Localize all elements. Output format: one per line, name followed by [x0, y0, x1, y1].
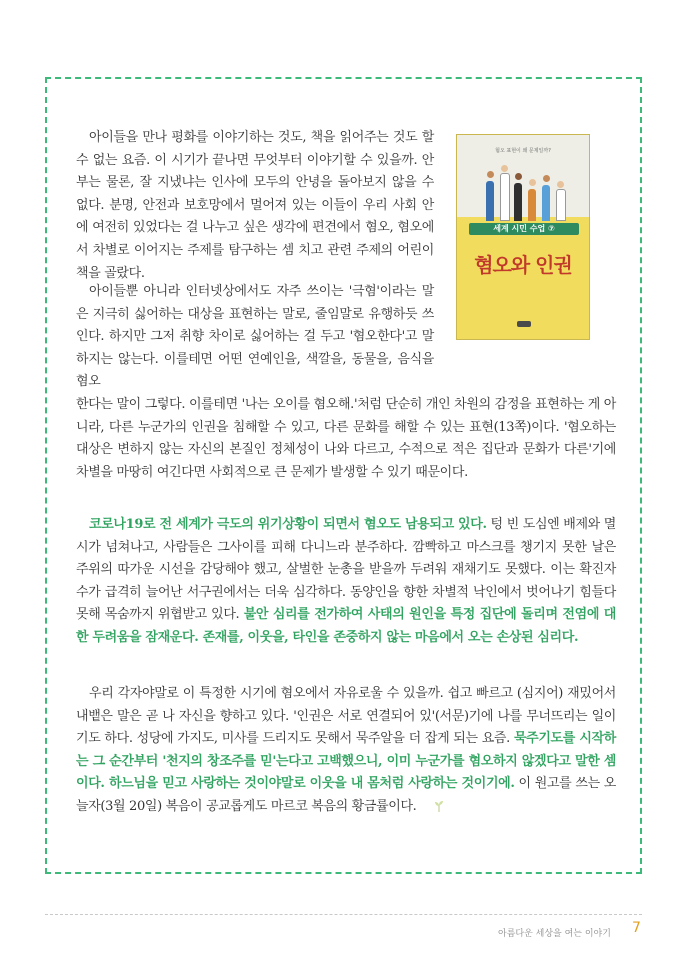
- publisher-logo: [517, 321, 531, 327]
- paragraph-2: 아이들뿐 아니라 인터넷상에서도 자주 쓰이는 '극혐'이라는 말은 지극히 싫어하는 대상을 표현하는 말로, 줄임말로 유행하듯 쓰인다. 하지만 그저 취향 차이로 싫어하는 걸 두고 '혐오한다'고 말하지는 않는다. 이를테면 어떤 연예인을, 색깔을, 동물을, 음식을 혐오: [76, 284, 434, 390]
- paragraph-4: [76, 683, 616, 819]
- body-text: 텅 빈 도심엔 배제와 멸시가 넘쳐나고, 사람들은 그사이를 피해 다니느라 분주하다. 깜빡하고 마스크를 챙기지 못한 날은 주위의 따가운 시선을 감당해야 했고, 살벌한 눈총을 받을까 두려워 재채기도 못했다. 이는 확진자 수가 급격히 늘어난 서구권에서는 더욱 심각하다. 동양인을 향한 차별적 낙인에서 벗어나기 힘들다 못해 목숨까지 위협받고 있다.: [76, 517, 616, 623]
- body-text: 우리 각자야말로 이 특정한 시기에 혐오에서 자유로울 수 있을까. 쉽고 빠르고 (심지어) 재밌어서 내뱉은 말은 곧 나 자신을 향하고 있다. '인권은 서로 연결되어 있'(서문)기에 나를 무너뜨리는 일이기도 하다. 성당에 가지도, 미사를 드리지도 못해서 묵주알을 더 잡게 되는 요즘.: [76, 686, 616, 747]
- footer-title: 아름다운 세상을 여는 이야기: [498, 929, 611, 939]
- body-text: 이 원고를 쓰는 오늘자(3월 20일) 복음이 공교롭게도 마르코 복음의 황금률이다.: [76, 776, 616, 814]
- book-cover-subtitle: 혐오 표현이 왜 문제일까?: [495, 148, 551, 154]
- book-cover-series: 세계 시민 수업 ⑦: [493, 224, 555, 233]
- paragraph-3: [76, 514, 616, 650]
- book-cover-image: [456, 134, 590, 340]
- sprout-icon: [420, 798, 432, 810]
- paragraph-1: 아이들을 만나 평화를 이야기하는 것도, 책을 읽어주는 것도 할 수 없는 요즘. 이 시기가 끝나면 무엇부터 이야기할 수 있을까. 안부는 물론, 잘 지냈냐는 인사에 모두의 안녕을 돌아보지 않을 수 없다. 분명, 안전과 보호망에서 멀어져 있는 이들이 우리 사회 안에 여전히 있었다는 걸 나누고 싶은 생각에 편견에서 혐오, 혐오에서 차별로 이어지는 주제를 탐구하는 셈 치고 관련 주제의 어린이책을 골랐다.: [76, 130, 434, 281]
- highlight-text: 코로나19로 전 세계가 극도의 위기상황이 되면서 혐오도 남용되고 있다.: [89, 517, 487, 532]
- paragraph-2-continued: 한다는 말이 그렇다. 이를테면 '나는 오이를 혐오해.'처럼 단순히 개인 차원의 감정을 표현하는 게 아니라, 다른 누군가의 인권을 침해할 수 있고, 다른 문화를 해할 수 있는 표현(13쪽)이다. '혐오하는 대상은 변하지 않는 자신의 본질인 정체성이 나와 다르고, 수적으로 적은 집단과 문화가 다른'기에 차별을 마땅히 여긴다면 사회적으로 큰 문제가 발생할 수 있기 때문이다.: [76, 397, 616, 480]
- footer-divider: [45, 914, 642, 915]
- book-cover-title: 혐오와 인권: [474, 253, 572, 277]
- page-number: 7: [632, 920, 641, 936]
- highlight-text: 불안 심리를 전가하여 사태의 원인을 특정 집단에 돌리며 전염에 대한 두려움을 잠재운다. 존재를, 이웃을, 타인을 존중하지 않는 마음에서 오는 손상된 심리다.: [76, 607, 616, 645]
- highlight-text: 묵주기도를 시작하는 그 순간부터 '천지의 창조주를 믿'는다고 고백했으니, 이미 누군가를 혐오하지 않겠다고 말한 셈이다. 하느님을 믿고 사랑하는 것이야말로 이웃을 내 몸처럼 사랑하는 것이기에.: [76, 731, 617, 792]
